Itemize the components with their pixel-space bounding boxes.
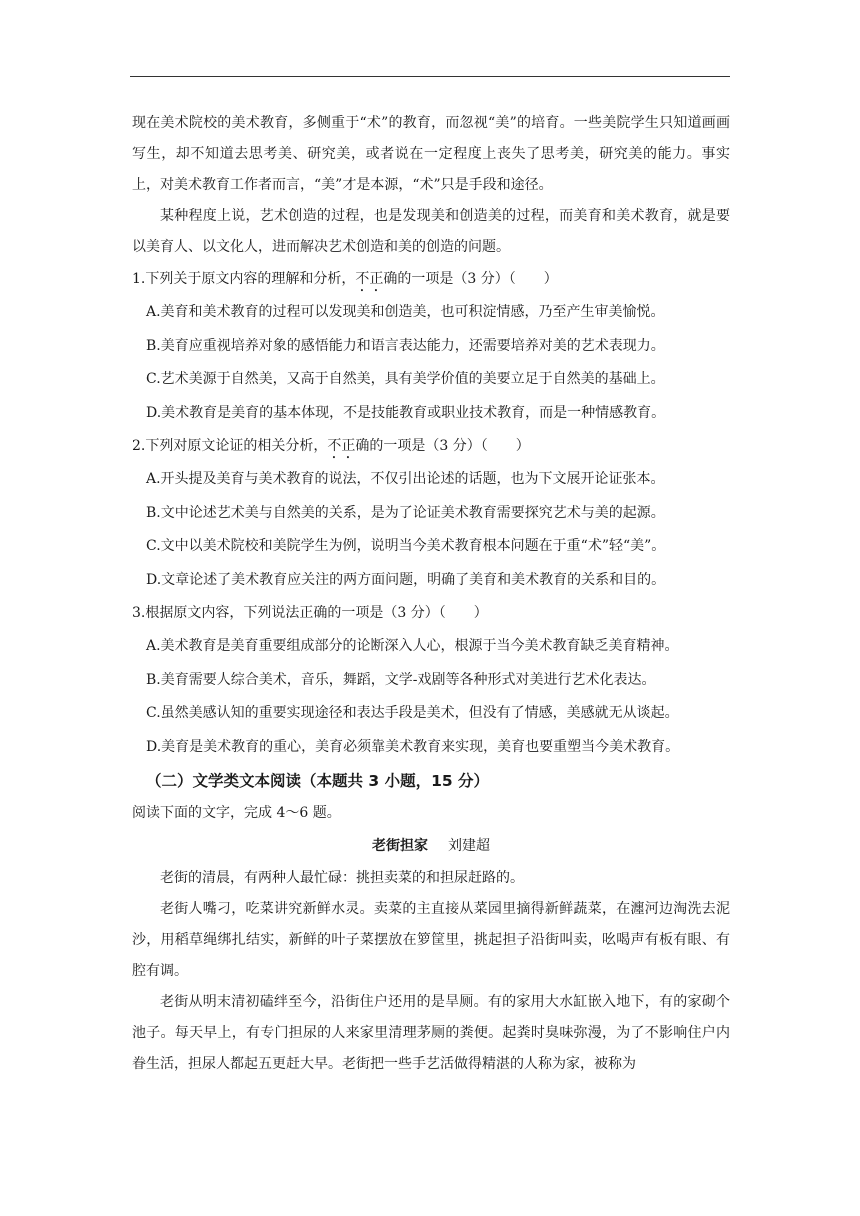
- story-title-line: [132, 829, 730, 863]
- story-paragraph: 老街人嘴刁，吃菜讲究新鲜水灵。卖菜的主直接从菜园里摘得新鲜蔬菜，在瀍河边淘洗去泥沙，用稻草绳绑扎结实，新鲜的叶子菜摆放在箩筐里，挑起担子沿街叫卖，吆喝声有板有眼、有腔有调。: [132, 901, 730, 979]
- passage-paragraph: 某种程度上说，艺术创造的过程，也是发现美和创造美的过程，而美育和美术教育，就是要以美育人、以文化人，进而解决艺术创造和美的创造的问题。: [132, 208, 730, 255]
- question-option: C.艺术美源于自然美，又高于自然美，具有美学价值的美要立足于自然美的基础上。: [146, 371, 665, 387]
- question-option: C.虽然美感认知的重要实现途径和表达手段是美术，但没有了情感，美感就无从谈起。: [146, 705, 679, 721]
- story-author: 刘建超: [448, 838, 490, 854]
- emphasis-text: 不正: [355, 271, 384, 287]
- question-stem: 2.下列对原文论证的相关分析，不正确的一项是（3 分）（ ）: [132, 438, 530, 454]
- section-instruction: 阅读下面的文字，完成 4～6 题。: [132, 805, 341, 821]
- question-option: A.美术教育是美育重要组成部分的论断深入人心，根源于当今美术教育缺乏美育精神。: [146, 638, 679, 654]
- document-body: [132, 108, 730, 1080]
- question-option: D.美育是美术教育的重心，美育必须靠美术教育来实现，美育也要重塑当今美术教育。: [146, 738, 680, 755]
- question-stem: 1.下列关于原文内容的理解和分析，不正确的一项是（3 分）（ ）: [132, 271, 558, 287]
- question-option: A.开头提及美育与美术教育的说法，不仅引出论述的话题，也为下文展开论证张本。: [146, 471, 665, 487]
- question-option: B.文中论述艺术美与自然美的关系，是为了论证美术教育需要探究艺术与美的起源。: [146, 504, 665, 521]
- section-heading: （二）文学类文本阅读（本题共 3 小题，15 分）: [146, 772, 490, 790]
- question-option: B.美育需要人综合美术，音乐，舞蹈，文学-戏剧等各种形式对美进行艺术化表达。: [146, 671, 656, 688]
- story-title: 老街担家: [372, 838, 428, 854]
- emphasis-text: 不正: [327, 438, 356, 454]
- question-option: D.美术教育是美育的基本体现，不是技能教育或职业技术教育，而是一种情感教育。: [146, 404, 666, 421]
- story-paragraph: 老街的清晨，有两种人最忙碌：挑担卖菜的和担尿赶路的。: [160, 870, 524, 886]
- question-option: C.文中以美术院校和美院学生为例，说明当今美术教育根本问题在于重“术”轻“美”。: [146, 538, 666, 554]
- question-option: A.美育和美术教育的过程可以发现美和创造美，也可积淀情感，乃至产生审美愉悦。: [146, 304, 665, 320]
- passage-paragraph: 现在美术院校的美术教育，多侧重于“术”的教育，而忽视“美”的培育。一些美院学生只知道画画写生，却不知道去思考美、研究美，或者说在一定程度上丧失了思考美，研究美的能力。事实上，对美术教育工作者而言，“美”才是本源，“术”只是手段和途径。: [132, 115, 730, 193]
- question-option: B.美育应重视培养对象的感悟能力和语言表达能力，还需要培养对美的艺术表现力。: [146, 337, 665, 354]
- question-option: D.文章论述了美术教育应关注的两方面问题，明确了美育和美术教育的关系和目的。: [146, 571, 666, 588]
- header-rule: [130, 76, 730, 77]
- story-paragraph: 老街从明末清初磕绊至今，沿街住户还用的是旱厕。有的家用大水缸嵌入地下，有的家砌个池子。每天早上，有专门担尿的人来家里清理茅厕的粪便。起粪时臭味弥漫，为了不影响住户内眷生活，担尿人都起五更赶大早。老街把一些手艺活做得精湛的人称为家，被称为: [132, 994, 730, 1072]
- question-stem: 3.根据原文内容，下列说法正确的一项是（3 分）（ ）: [132, 605, 488, 621]
